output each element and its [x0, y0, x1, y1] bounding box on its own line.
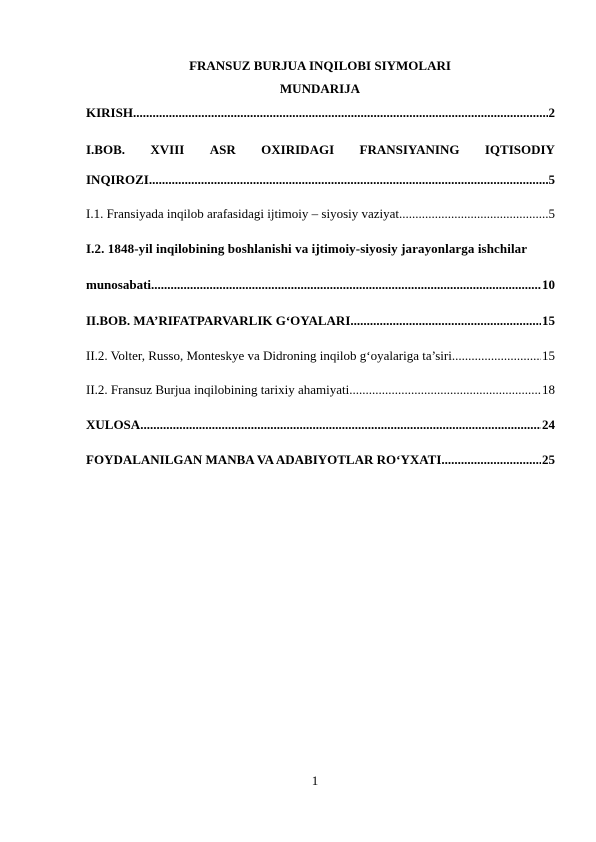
toc-entry-page: 25: [542, 452, 555, 467]
toc-entry-text: II.2. Fransuz Burjua inqilobining tarixiy ahamiyati: [86, 382, 350, 397]
toc-entry-text: XULOSA: [86, 417, 141, 432]
dot-leader: [151, 276, 541, 294]
page-number: 1: [311, 773, 319, 788]
dot-leader: [133, 104, 548, 122]
toc-word: OXIRIDAGI: [261, 142, 335, 157]
toc-word: XVIII: [150, 142, 185, 157]
dot-leader: [149, 171, 548, 189]
toc-entry-text: I.2. 1848-yil inqilobining boshlanishi va ijtimoiy-siyosiy jarayonlarga ishchilar: [86, 241, 528, 256]
toc-entry-page: 10: [542, 277, 555, 292]
toc-entry-text: I.1. Fransiyada inqilob arafasidagi ijtimoiy – siyosiy vaziyat: [86, 206, 400, 221]
toc-entry-page: 15: [542, 313, 555, 328]
toc-entry-page: 24: [542, 417, 555, 432]
toc-entry-text: FOYDALANILGAN MANBA VA ADABIYOTLAR RO‘YXATI: [86, 452, 442, 467]
dot-leader: [140, 416, 541, 434]
toc-entry-2-2: [86, 381, 555, 399]
toc-entry-xulosa: [86, 416, 555, 434]
toc-entry-page: 5: [548, 206, 555, 221]
toc-word: I.BOB.: [86, 142, 126, 157]
dot-leader: [350, 312, 541, 330]
toc-entry-kirish: [86, 104, 555, 122]
toc-entry-page: 2: [548, 105, 555, 120]
toc-word: FRANSIYANING: [359, 142, 460, 157]
toc-entry-text: II.2. Volter, Russo, Monteskye va Didroning inqilob g‘oyalariga ta’siri: [86, 348, 452, 363]
toc-entry-bob2: [86, 312, 555, 330]
dot-leader: [399, 205, 547, 223]
dot-leader: [349, 381, 541, 399]
toc-entry-2-1: [86, 347, 555, 365]
dot-leader: [452, 347, 541, 365]
toc-entry-1-1: [86, 205, 555, 223]
toc-word: ASR: [209, 142, 236, 157]
toc-entry-page: 5: [548, 172, 555, 187]
toc-entry-text: munosabati: [86, 277, 152, 292]
toc-entry-1-2-line2: [86, 276, 555, 294]
toc-entry-1-2-line1: [86, 240, 555, 258]
document-title: FRANSUZ BURJUA INQILOBI SIYMOLARI: [189, 58, 451, 73]
toc-entry-bob1-line2: [86, 171, 555, 189]
toc-entry-manba: [86, 451, 555, 469]
toc-heading: MUNDARIJA: [279, 81, 361, 96]
toc-entry-text: KIRISH: [86, 105, 133, 120]
toc-word: IQTISODIY: [484, 142, 555, 157]
toc-entry-bob1-line1: [86, 141, 555, 159]
toc-entry-text: INQIROZI: [86, 172, 149, 187]
toc-entry-page: 15: [542, 348, 555, 363]
toc-entry-page: 18: [542, 382, 555, 397]
dot-leader: [441, 451, 541, 469]
toc-entry-text: II.BOB. MA’RIFATPARVARLIK G‘OYALARI: [86, 313, 351, 328]
